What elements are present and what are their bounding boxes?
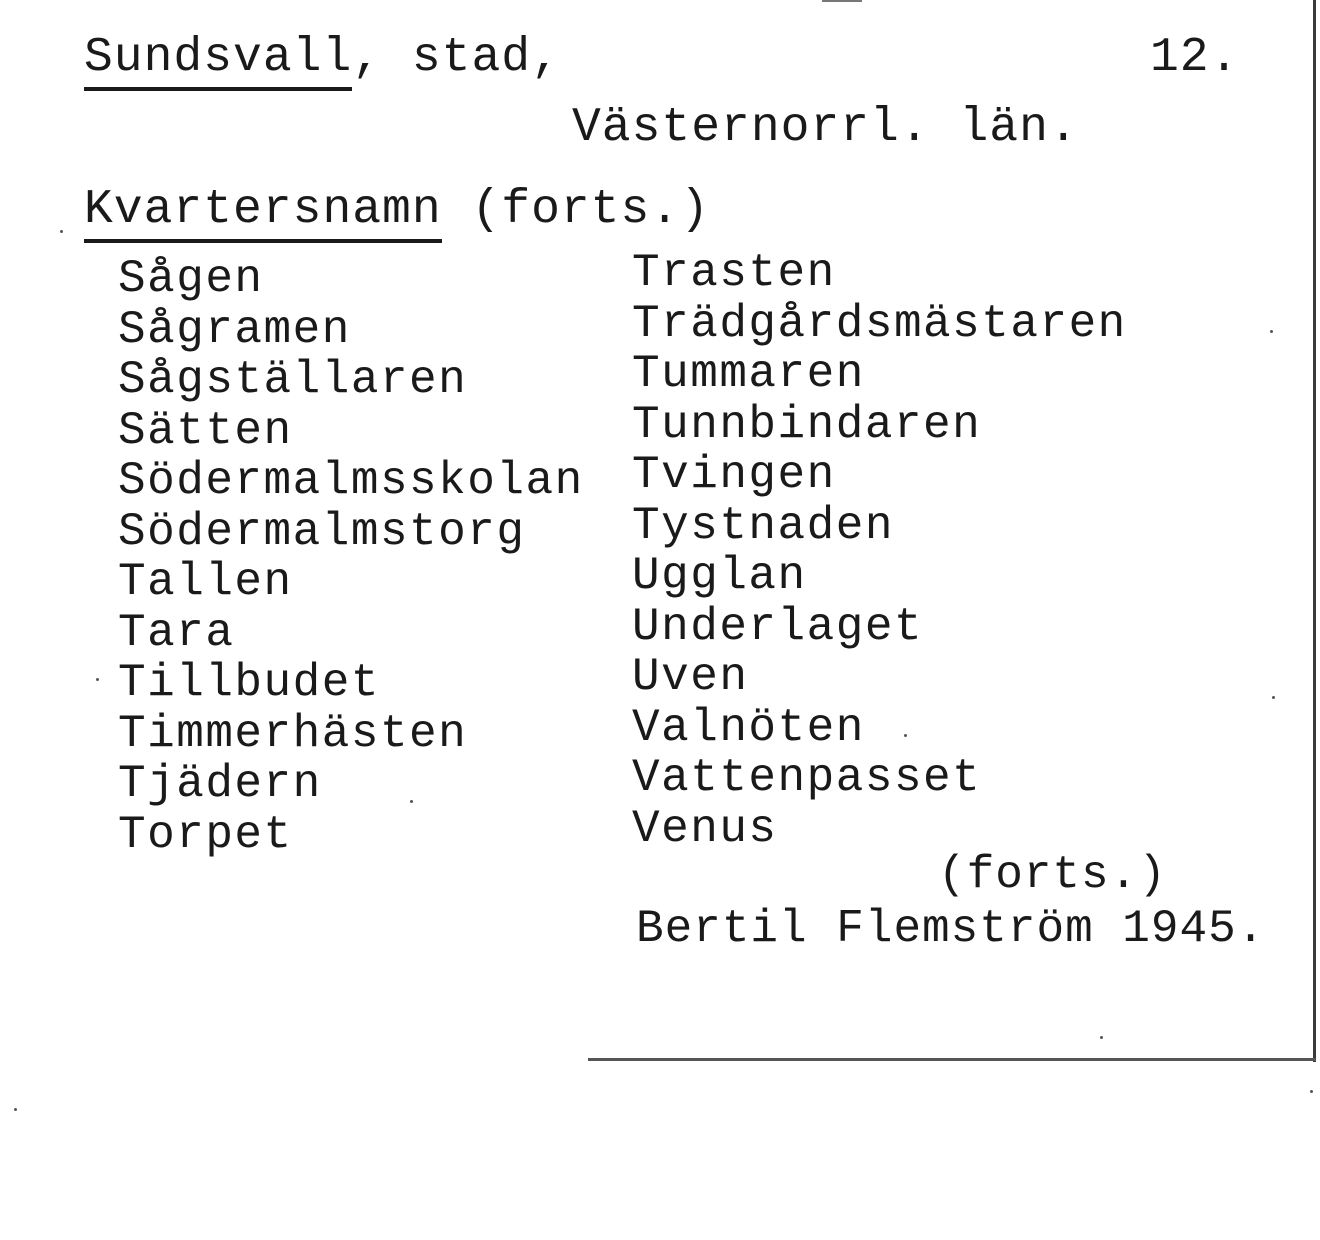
right-column-list: [632, 248, 1127, 854]
list-item: Tunnbindaren: [632, 398, 982, 451]
list-item: Uven: [632, 651, 749, 703]
speck: [1270, 330, 1273, 333]
speck: [410, 800, 413, 803]
list-item: Valnöten: [632, 701, 865, 754]
town-suffix: , stad,: [352, 31, 561, 85]
author-signature: Bertil Flemström 1945.: [636, 903, 1266, 955]
list-item: Timmerhästen: [118, 707, 468, 760]
list-item: Sågramen: [118, 303, 351, 356]
list-item: Tjädern: [118, 758, 322, 810]
list-item: Södermalmsskolan: [118, 455, 584, 507]
card-top-mark: [822, 0, 862, 2]
section-title: Kvartersnamn: [84, 183, 442, 243]
list-item: Vattenpasset: [632, 752, 982, 804]
list-item: Tillbudet: [118, 657, 380, 709]
list-item: Venus: [632, 802, 778, 855]
list-item: Södermalmstorg: [118, 505, 526, 558]
card-number: 12.: [1150, 31, 1240, 85]
section-heading: [84, 183, 710, 237]
list-item: Trädgårdsmästaren: [632, 297, 1127, 350]
list-item: Tummaren: [632, 348, 865, 400]
list-item: Trasten: [632, 247, 836, 299]
speck: [1272, 696, 1275, 699]
list-item: Ugglan: [632, 550, 807, 602]
town-name: Sundsvall: [84, 31, 352, 91]
speck: [96, 678, 99, 681]
card-bottom-edge: [588, 1058, 1316, 1061]
left-column-list: [118, 254, 584, 860]
header-line: [84, 31, 561, 85]
speck: [1100, 1036, 1103, 1039]
county-name: Västernorrl. län.: [572, 101, 1079, 155]
speck: [14, 1108, 17, 1111]
list-item: Sätten: [118, 404, 293, 457]
list-item: Sågen: [118, 253, 264, 305]
list-item: Underlaget: [632, 600, 924, 653]
list-item: Tvingen: [632, 449, 836, 501]
list-item: Tystnaden: [632, 499, 894, 552]
card-right-edge: [1313, 0, 1316, 1062]
speck: [1310, 1090, 1313, 1093]
list-item: Sågställaren: [118, 354, 468, 406]
speck: [904, 734, 907, 737]
list-item: Tara: [118, 606, 235, 659]
section-title-suffix: (forts.): [441, 183, 710, 237]
list-item: Tallen: [118, 556, 293, 608]
continued-note: (forts.): [938, 849, 1167, 901]
list-item: Torpet: [118, 808, 293, 861]
speck: [60, 230, 63, 233]
